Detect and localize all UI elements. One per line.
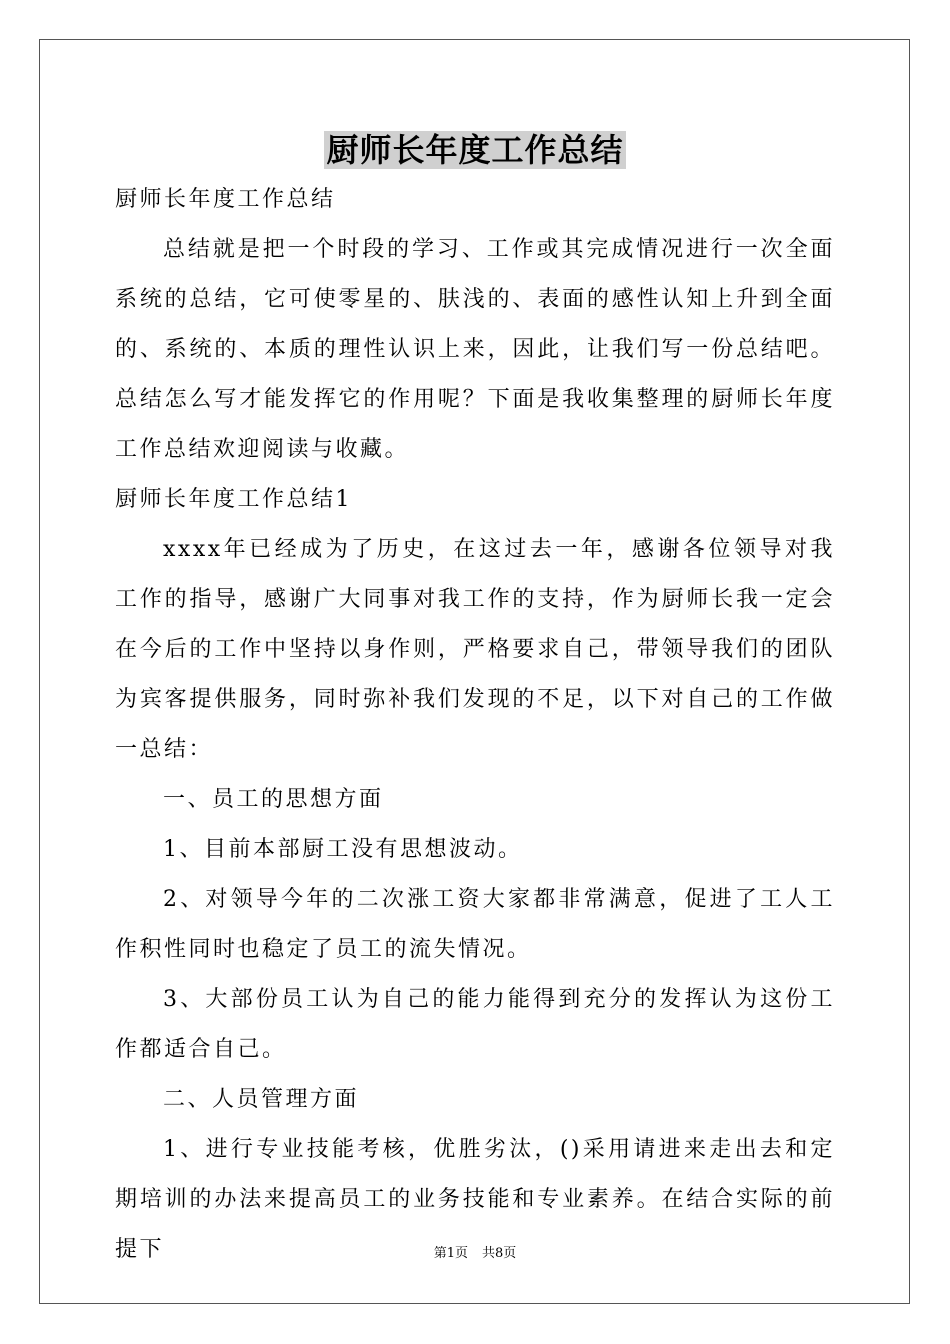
- paragraph-heading: 厨师长年度工作总结: [115, 187, 336, 212]
- page-total: 共8页: [482, 1246, 517, 1261]
- paragraph-intro: 总结就是把一个时段的学习、工作或其完成情况进行一次全面系统的总结，它可使零星的、肤浅的、表面的感性认知上升到全面的、系统的、本质的理性认识上来，因此，让我们写一份总结吧。总结怎么写才能发挥它的作用呢？下面是我收集整理的厨师长年度工作总结欢迎阅读与收藏。: [115, 237, 835, 462]
- list-item: 2、对领导今年的二次涨工资大家都非常满意，促进了工人工作积性同时也稳定了员工的流失情况。: [115, 887, 835, 962]
- paragraph-opening: xxxx年已经成为了历史，在这过去一年，感谢各位领导对我工作的指导，感谢广大同事对我工作的支持，作为厨师长我一定会在今后的工作中坚持以身作则，严格要求自己，带领导我们的团队为宾客提供服务，同时弥补我们发现的不足，以下对自己的工作做一总结：: [115, 537, 835, 762]
- document-body: [115, 175, 835, 1275]
- list-item: 1、进行专业技能考核，优胜劣汰，()采用请进来走出去和定期培训的办法来提高员工的业务技能和专业素养。在结合实际的前提下: [115, 1137, 835, 1262]
- section-heading-1: 厨师长年度工作总结1: [115, 487, 352, 512]
- list-item: 3、大部份员工认为自己的能力能得到充分的发挥认为这份工作都适合自己。: [115, 987, 835, 1062]
- subheading-personnel-management: 二、人员管理方面: [163, 1087, 360, 1112]
- list-item: 1、目前本部厨工没有思想波动。: [163, 837, 523, 862]
- page-footer: [0, 1244, 950, 1264]
- document-title-text: 厨师长年度工作总结: [326, 131, 624, 169]
- document-title: [0, 126, 950, 174]
- subheading-staff-thoughts: 一、员工的思想方面: [163, 787, 384, 812]
- page-number: 第1页: [433, 1246, 468, 1261]
